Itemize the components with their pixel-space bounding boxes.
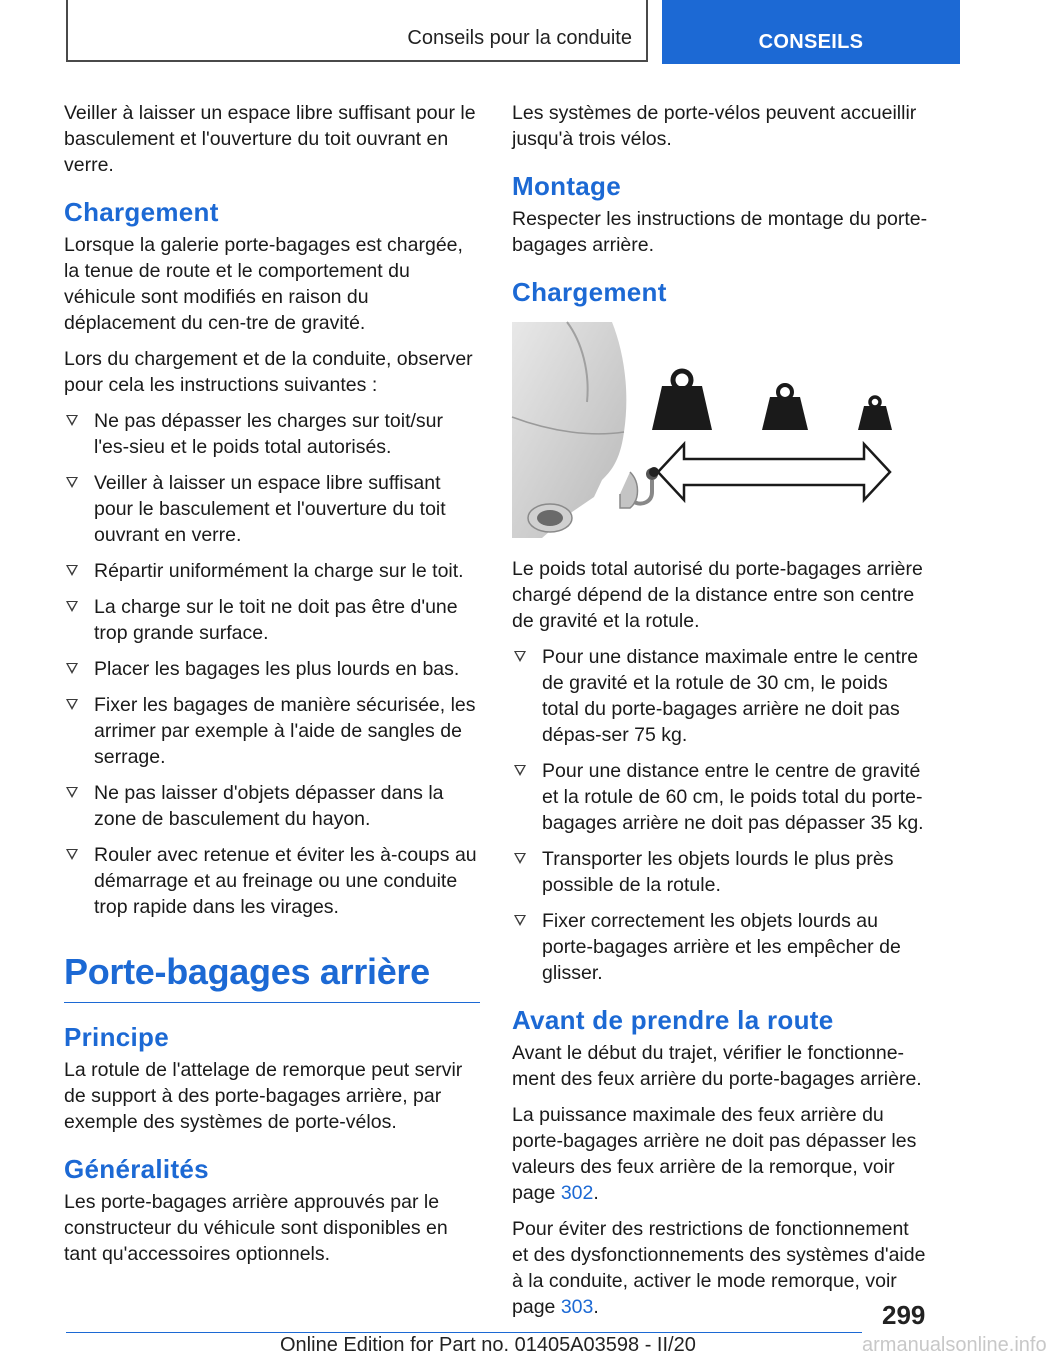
footer-divider	[66, 1332, 862, 1333]
list-item: Pour une distance maximale entre le centre de gravité et la rotule de 30 cm, le poids total du porte-bagages arrière ne doit pas dépas-ser 75 kg.	[512, 644, 928, 748]
header-chapter-tab[interactable]	[662, 0, 960, 64]
list-item: Pour une distance entre le centre de gravité et la rotule de 60 cm, le poids total du porte-bagages arrière ne doit pas dépasser 35 kg.	[512, 758, 928, 836]
right-column	[512, 100, 928, 1330]
generalites-paragraph: Les porte-bagages arrière approuvés par le constructeur du véhicule sont disponibles en tant qu'accessoires optionnels.	[64, 1191, 448, 1265]
left-column	[64, 100, 480, 1277]
chargement-paragraph-1: Lorsque la galerie porte-bagages est chargée, la tenue de route et le comportement du véhicule sont modifiés en raison du déplacement du cen-tre de gravité.	[64, 234, 463, 334]
chargement-paragraph-2: Lors du chargement et de la conduite, observer pour cela les instructions suivantes :	[64, 348, 473, 396]
poids-paragraph: Le poids total autorisé du porte-bagages arrière chargé dépend de la distance entre son centre de gravité et la rotule.	[512, 558, 923, 632]
heading-porte-bagages-arriere: Porte-bagages arrière	[64, 951, 430, 992]
heading-montage: Montage	[512, 171, 621, 201]
page-link-303[interactable]: 303	[560, 1296, 594, 1318]
triangle-bullet-icon	[514, 853, 526, 864]
page-number: 299	[882, 1300, 926, 1330]
triangle-bullet-icon	[66, 477, 78, 488]
watermark: armanualsonline.info	[862, 1334, 1047, 1356]
montage-paragraph: Respecter les instructions de montage du porte-bagages arrière.	[512, 208, 928, 256]
page-link-302[interactable]: 302	[560, 1182, 594, 1204]
list-item: Répartir uniformément la charge sur le toit.	[64, 558, 480, 584]
list-item: Veiller à laisser un espace libre suffisant pour le basculement et l'ouverture du toit ouvrant en verre.	[64, 470, 480, 548]
triangle-bullet-icon	[66, 415, 78, 426]
heading-chargement: Chargement	[64, 197, 219, 227]
avant-paragraph-2: La puissance maximale des feux arrière du porte-bagages arrière ne doit pas dépasser les valeurs des feux arrière de la remorque, voir page 302.	[512, 1104, 917, 1204]
footer-edition: Online Edition for Part no. 01405A03598 - II/20	[280, 1334, 696, 1356]
heading-avant-de-prendre-la-route: Avant de prendre la route	[512, 1005, 834, 1035]
triangle-bullet-icon	[66, 699, 78, 710]
triangle-bullet-icon	[66, 601, 78, 612]
velos-paragraph: Les systèmes de porte-vélos peuvent accueillir jusqu'à trois vélos.	[512, 102, 917, 150]
header-chapter-label: CONSEILS	[758, 31, 864, 53]
list-item: Rouler avec retenue et éviter les à-coups au démarrage et au freinage ou une conduite trop rapide dans les virages.	[64, 842, 480, 920]
list-item: Fixer les bagages de manière sécurisée, les arrimer par exemple à l'aide de sangles de serrage.	[64, 692, 480, 770]
principe-paragraph: La rotule de l'attelage de remorque peut servir de support à des porte-bagages arrière, par exemple des systèmes de porte-vélos.	[64, 1059, 463, 1133]
list-item: La charge sur le toit ne doit pas être d'une trop grande surface.	[64, 594, 480, 646]
heading-chargement-2: Chargement	[512, 277, 667, 307]
triangle-bullet-icon	[66, 849, 78, 860]
header-section-box	[66, 0, 648, 62]
load-distribution-illustration	[512, 322, 892, 538]
triangle-bullet-icon	[514, 765, 526, 776]
list-item: Ne pas laisser d'objets dépasser dans la zone de basculement du hayon.	[64, 780, 480, 832]
avant-paragraph-1: Avant le début du trajet, vérifier le fonctionne-ment des feux arrière du porte-bagages arrière.	[512, 1042, 922, 1090]
poids-list	[512, 644, 928, 986]
triangle-bullet-icon	[514, 915, 526, 926]
list-item: Fixer correctement les objets lourds au porte-bagages arrière et les empêcher de glisser.	[512, 908, 928, 986]
triangle-bullet-icon	[66, 565, 78, 576]
list-item: Placer les bagages les plus lourds en bas.	[64, 656, 480, 682]
heading-generalites: Généralités	[64, 1154, 209, 1184]
intro-paragraph: Veiller à laisser un espace libre suffisant pour le basculement et l'ouverture du toit ouvrant en verre.	[64, 102, 476, 176]
triangle-bullet-icon	[514, 651, 526, 662]
chargement-list	[64, 408, 480, 920]
heading-principe: Principe	[64, 1022, 169, 1052]
list-item: Transporter les objets lourds le plus près possible de la rotule.	[512, 846, 928, 898]
triangle-bullet-icon	[66, 663, 78, 674]
list-item: Ne pas dépasser les charges sur toit/sur l'es-sieu et le poids total autorisés.	[64, 408, 480, 460]
section-divider	[64, 1002, 480, 1003]
header-section-title: Conseils pour la conduite	[407, 27, 632, 49]
triangle-bullet-icon	[66, 787, 78, 798]
avant-paragraph-3: Pour éviter des restrictions de fonctionnement et des dysfonctionnements des systèmes d'aide à la conduite, activer le mode remorque, voir page 303.	[512, 1218, 926, 1318]
